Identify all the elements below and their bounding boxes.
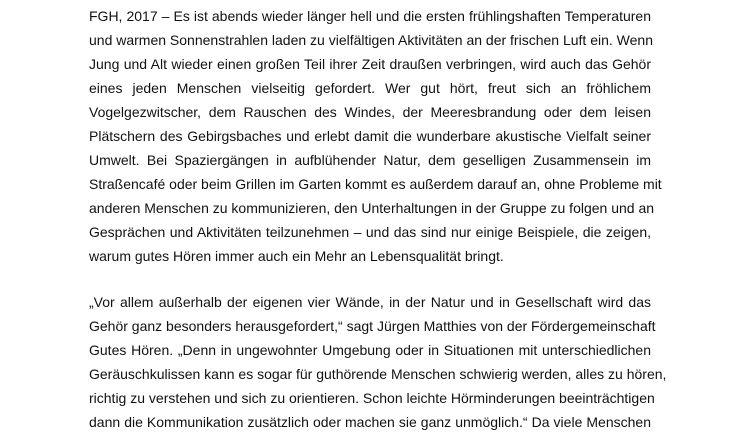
text-line: Jung und Alt wieder einen großen Teil ihrer Zeit draußen verbringen, wird auch das Gehör xyxy=(89,56,651,72)
text-line: „Vor allem außerhalb der eigenen vier Wände, in der Natur und in Gesellschaft wird das xyxy=(89,294,651,310)
text-line: richtig zu verstehen und sich zu orientieren. Schon leichte Hörminderungen beeinträchtigen xyxy=(89,390,655,406)
text-line: warum gutes Hören immer auch ein Mehr an Lebensqualität bringt. xyxy=(89,248,504,264)
text-line: und warmen Sonnenstrahlen laden zu vielfältigen Aktivitäten an der frischen Luft ein. Wenn xyxy=(89,32,653,48)
text-line: Straßencafé oder beim Grillen im Garten kommt es außerdem darauf an, ohne Probleme mit xyxy=(89,176,662,192)
text-line: anderen Menschen zu kommunizieren, den Unterhaltungen in der Gruppe zu folgen und an xyxy=(89,200,655,216)
text-line: Geräuschkulissen kann es sogar für guthörende Menschen schwierig werden, alles zu hören, xyxy=(89,366,667,382)
text-line: Vogelgezwitscher, dem Rauschen des Windes, der Meeresbrandung oder dem leisen xyxy=(89,104,651,120)
text-line: Gehör ganz besonders herausgefordert,“ sagt Jürgen Matthies von der Fördergemeinschaft xyxy=(89,318,656,334)
text-line: FGH, 2017 – Es ist abends wieder länger hell und die ersten frühlingshaften Temperaturen xyxy=(89,8,651,24)
text-line: Plätschern des Gebirgsbaches und erlebt damit die wunderbare akustische Vielfalt seiner xyxy=(89,128,651,144)
text-line: dann die Kommunikation zusätzlich oder machen sie ganz unmöglich.“ Da viele Menschen xyxy=(89,414,651,430)
text-line: Gesprächen und Aktivitäten teilzunehmen – und das sind nur einige Beispiele, die zeigen, xyxy=(89,224,651,240)
text-line: eines jeden Menschen vielseitig gefordert. Wer gut hört, freut sich an fröhlichem xyxy=(89,80,651,96)
text-line: Umwelt. Bei Spaziergängen in aufblühender Natur, dem geselligen Zusammensein im xyxy=(89,152,651,168)
text-line: Gutes Hören. „Denn in ungewohnter Umgebung oder in Situationen mit unterschiedlichen xyxy=(89,342,651,358)
